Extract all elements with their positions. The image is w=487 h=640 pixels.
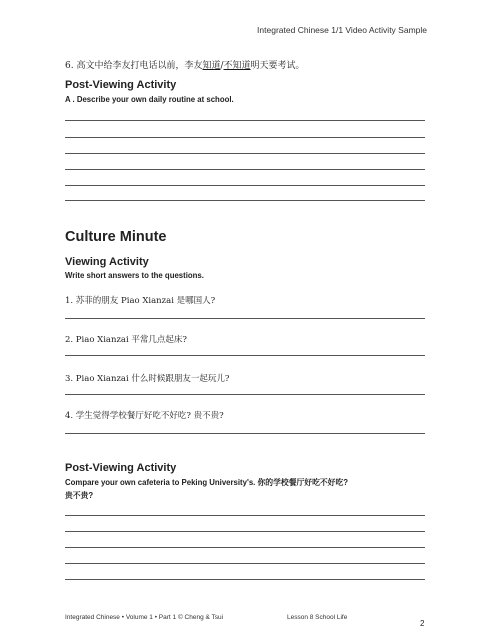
- footer-lesson: Lesson 8 School Life: [287, 614, 348, 621]
- answer-line: [65, 120, 425, 121]
- answer-line: [65, 169, 425, 170]
- post-viewing-instruction-2-line-2: 贵不贵?: [65, 491, 94, 500]
- post-viewing-instruction-2-line-1: Compare your own cafeteria to Peking University's. 你的学校餐厅好吃不好吃?: [65, 478, 349, 487]
- question-6-option-2: 不知道: [223, 61, 251, 71]
- viewing-activity-instruction: Write short answers to the questions.: [65, 271, 204, 280]
- footer-left: Integrated Chinese • Volume 1 • Part 1 © Cheng & Tsui: [65, 614, 224, 621]
- answer-line: [65, 200, 425, 201]
- question-4: 4. 学生觉得学校餐厅好吃不好吃? 贵不贵?: [65, 411, 224, 421]
- answer-line: [65, 433, 425, 434]
- answer-line: [65, 531, 425, 532]
- culture-minute-heading: Culture Minute: [65, 229, 167, 245]
- answer-line: [65, 563, 425, 564]
- answer-line: [65, 355, 425, 356]
- answer-line: [65, 579, 425, 580]
- question-2: 2. Piao Xianzai 平常几点起床?: [65, 335, 187, 345]
- question-1: 1. 苏菲的朋友 Piao Xianzai 是哪国人?: [65, 296, 216, 306]
- question-3: 3. Piao Xianzai 什么时候跟朋友一起玩儿?: [65, 374, 230, 384]
- answer-line: [65, 394, 425, 395]
- question-6-option-1: 知道: [202, 61, 221, 71]
- post-viewing-heading-1: Post-Viewing Activity: [65, 79, 177, 91]
- answer-line: [65, 547, 425, 548]
- page-number: 2: [420, 619, 425, 628]
- question-6: [65, 58, 305, 71]
- answer-line: [65, 515, 425, 516]
- answer-line: [65, 153, 425, 154]
- answer-line: [65, 137, 425, 138]
- question-6-prefix: 6. 高文中给李友打电话以前，李友: [65, 61, 203, 71]
- header-title: Integrated Chinese 1/1 Video Activity Sample: [257, 25, 427, 35]
- question-6-suffix: 明天要考试。: [250, 61, 305, 71]
- post-viewing-instruction-1: A . Describe your own daily routine at school.: [65, 95, 234, 104]
- question-6-separator: /: [220, 61, 224, 71]
- answer-line: [65, 185, 425, 186]
- answer-line: [65, 318, 425, 319]
- viewing-activity-heading: Viewing Activity: [65, 256, 149, 268]
- post-viewing-heading-2: Post-Viewing Activity: [65, 462, 177, 474]
